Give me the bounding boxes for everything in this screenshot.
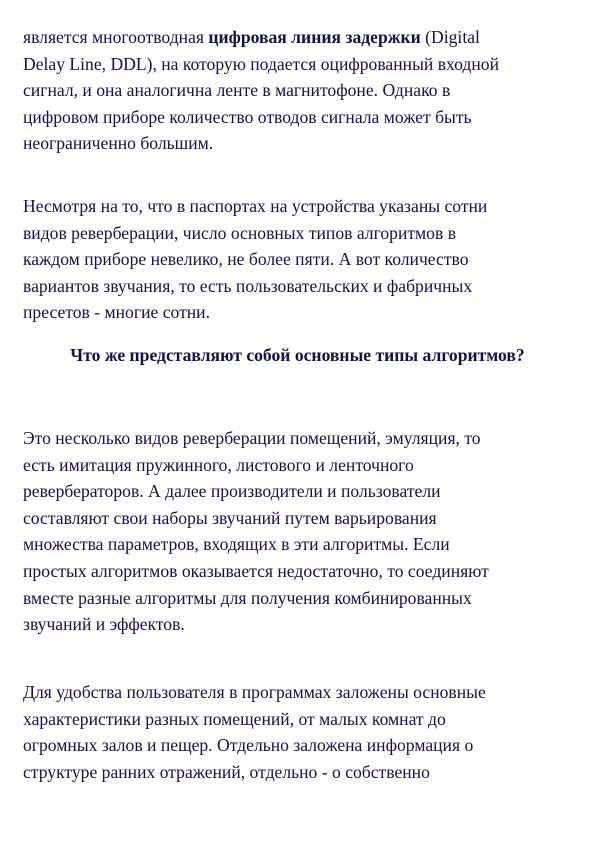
text-line: есть имитация пружинного, листового и ленточного xyxy=(23,454,414,475)
paragraph-ddl xyxy=(23,24,583,157)
text-line: огромных залов и пещер. Отдельно заложена информация о xyxy=(23,735,474,756)
text-line: составляют свои наборы звучаний путем варьирования xyxy=(23,507,437,528)
text-run: является многоотводная xyxy=(23,27,209,47)
text-line: ревербераторов. А далее производители и пользователи xyxy=(23,481,441,502)
text-line: цифровом приборе количество отводов сигнала может быть xyxy=(23,106,472,127)
text-line: звучаний и эффектов. xyxy=(23,614,185,635)
paragraph-algorithm-types xyxy=(23,425,583,638)
text-line: Это несколько видов реверберации помещений, эмуляция, то xyxy=(23,428,481,448)
text-line: каждом приборе невелико, не более пяти. А вот количество xyxy=(23,249,469,270)
paragraph-algorithm-count xyxy=(23,193,583,326)
text-line: Несмотря на то, что в паспортах на устройства указаны сотни xyxy=(23,196,488,216)
text-line: сигнал, и она аналогична ленте в магнитофоне. Однако в xyxy=(23,80,451,101)
text-line: Для удобства пользователя в программах заложены основные xyxy=(23,682,486,702)
paragraph-room-characteristics xyxy=(23,679,583,785)
section-heading: Что же представляют собой основные типы алгоритмов? xyxy=(70,345,525,365)
bold-term: цифровая линия задержки xyxy=(208,27,421,47)
text-line: структуре ранних отражений, отдельно - о собственно xyxy=(23,761,430,782)
text-run: (Digital xyxy=(420,27,480,47)
text-line: вариантов звучания, то есть пользовательских и фабричных xyxy=(23,275,473,296)
text-line: неограниченно большим. xyxy=(23,133,214,154)
text-line: пресетов - многие сотни. xyxy=(23,302,210,323)
text-line: Delay Line, DDL), на которую подается оцифрованный входной xyxy=(23,53,500,74)
text-line: простых алгоритмов оказывается недостаточно, то соединяют xyxy=(23,560,489,581)
text-line: вместе разные алгоритмы для получения комбинированных xyxy=(23,587,472,608)
text-line: множества параметров, входящих в эти алгоритмы. Если xyxy=(23,534,450,555)
text-line xyxy=(23,24,583,51)
text-line: характеристики разных помещений, от малых комнат до xyxy=(23,708,446,729)
text-line: видов реверберации, число основных типов алгоритмов в xyxy=(23,222,456,243)
